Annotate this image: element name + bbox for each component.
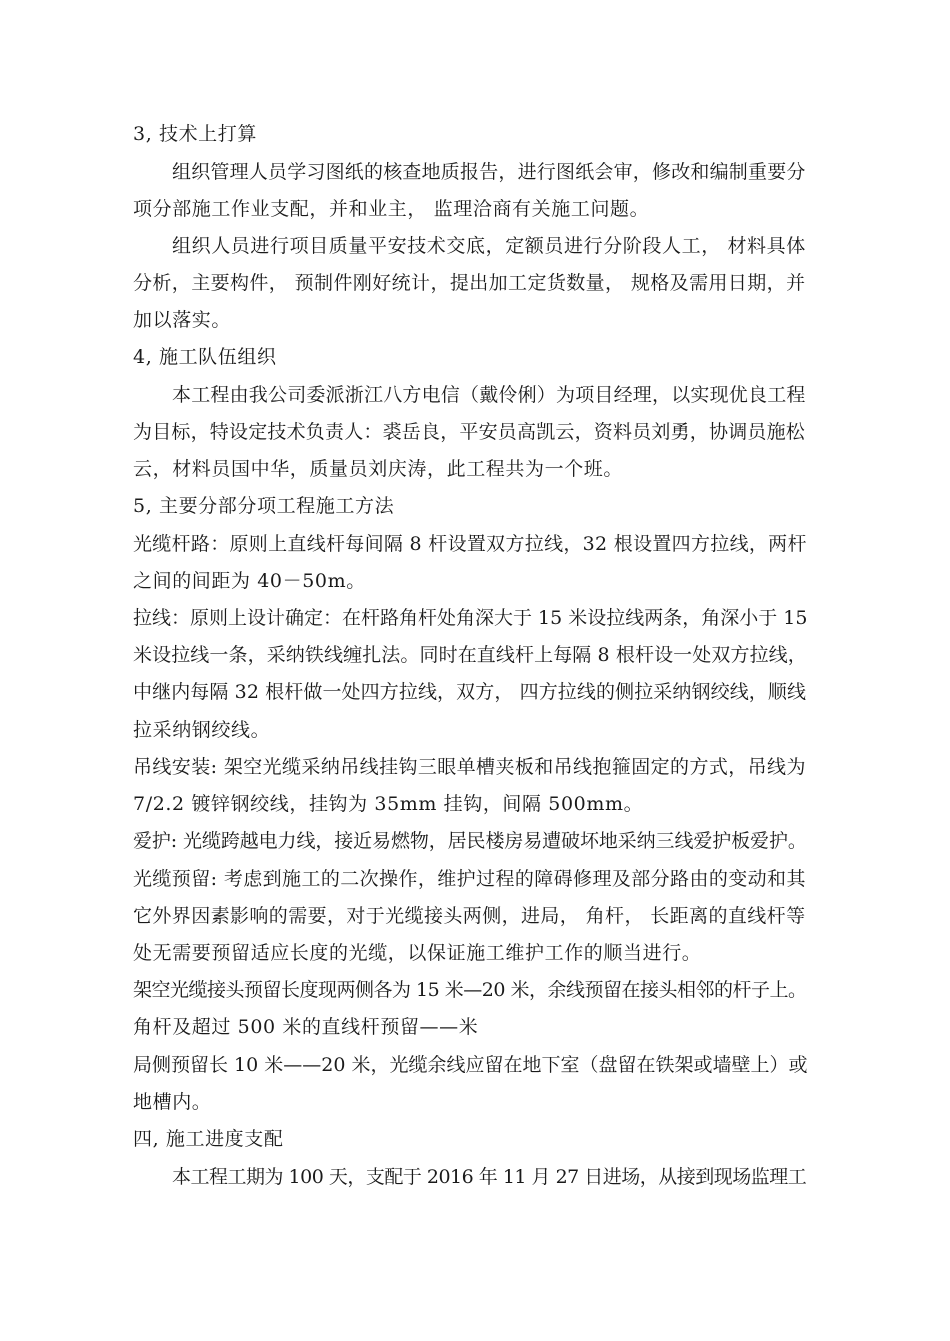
paragraph-line: 项分部施工作业支配，并和业主， 监理洽商有关施工问题。 bbox=[133, 198, 650, 220]
paragraph-line: 爱护: 光缆跨越电力线，接近易燃物，居民楼房易遭破坏地采纳三线爱护板爱护。 bbox=[133, 830, 807, 852]
paragraph-line: 它外界因素影响的需要，对于光缆接头两侧，进局， 角杆， 长距离的直线杆等 bbox=[133, 905, 806, 927]
paragraph-line: 米设拉线一条，采纳铁线缠扎法。同时在直线杆上每隔 8 根杆设一处双方拉线， bbox=[133, 644, 807, 666]
paragraph-line: 光缆预留: 考虑到施工的二次操作，维护过程的障碍修理及部分路由的变动和其 bbox=[133, 868, 806, 890]
paragraph-line: 拉采纳钢绞线。 bbox=[133, 719, 271, 741]
paragraph-line: 加以落实。 bbox=[133, 309, 232, 331]
paragraph-line: 处无需要预留适应长度的光缆，以保证施工维护工作的顺当进行。 bbox=[133, 942, 702, 964]
heading-schedule: 四, 施工进度支配 bbox=[133, 1128, 284, 1150]
heading-technical-plan: 3, 技术上打算 bbox=[133, 123, 257, 145]
paragraph-line: 角杆及超过 500 米的直线杆预留——米 bbox=[133, 1016, 479, 1038]
paragraph-line: 组织人员进行项目质量平安技术交底，定额员进行分阶段人工， 材料具体 bbox=[172, 235, 806, 257]
paragraph-line: 中继内每隔 32 根杆做一处四方拉线，双方， 四方拉线的侧拉采纳钢绞线，顺线 bbox=[133, 681, 807, 703]
heading-team-organization: 4, 施工队伍组织 bbox=[133, 346, 277, 368]
paragraph-line: 云，材料员国中华，质量员刘庆涛，此工程共为一个班。 bbox=[133, 458, 624, 480]
paragraph-line: 之间的间距为 40－50m。 bbox=[133, 570, 366, 592]
heading-construction-methods: 5, 主要分部分项工程施工方法 bbox=[133, 495, 395, 517]
paragraph-line: 吊线安装: 架空光缆采纳吊线挂钩三眼单槽夹板和吊线抱箍固定的方式，吊线为 bbox=[133, 756, 806, 778]
paragraph-line: 局侧预留长 10 米——20 米，光缆余线应留在地下室（盘留在铁架或墙壁上）或 bbox=[133, 1054, 808, 1076]
paragraph-line: 架空光缆接头预留长度现两侧各为 15 米—20 米，余线预留在接头相邻的杆子上。 bbox=[133, 979, 807, 1001]
paragraph-line: 组织管理人员学习图纸的核查地质报告，进行图纸会审，修改和编制重要分 bbox=[172, 161, 806, 183]
paragraph-line: 光缆杆路：原则上直线杆每间隔 8 杆设置双方拉线，32 根设置四方拉线，两杆 bbox=[133, 533, 807, 555]
paragraph-line: 为目标，特设定技术负责人：裘岳良，平安员高凯云，资料员刘勇，协调员施松 bbox=[133, 421, 806, 443]
paragraph-line: 本工程工期为 100 天，支配于 2016 年 11 月 27 日进场，从接到现场监理工 bbox=[172, 1166, 807, 1188]
paragraph-line: 7/2.2 镀锌钢绞线，挂钩为 35mm 挂钩，间隔 500mm。 bbox=[133, 793, 644, 815]
paragraph-line: 地槽内。 bbox=[133, 1091, 212, 1113]
paragraph-line: 本工程由我公司委派浙江八方电信（戴伶俐）为项目经理，以实现优良工程 bbox=[172, 384, 806, 406]
paragraph-line: 分析，主要构件， 预制件刚好统计，提出加工定货数量， 规格及需用日期，并 bbox=[133, 272, 806, 294]
paragraph-line: 拉线：原则上设计确定：在杆路角杆处角深大于 15 米设拉线两条，角深小于 15 bbox=[133, 607, 808, 629]
